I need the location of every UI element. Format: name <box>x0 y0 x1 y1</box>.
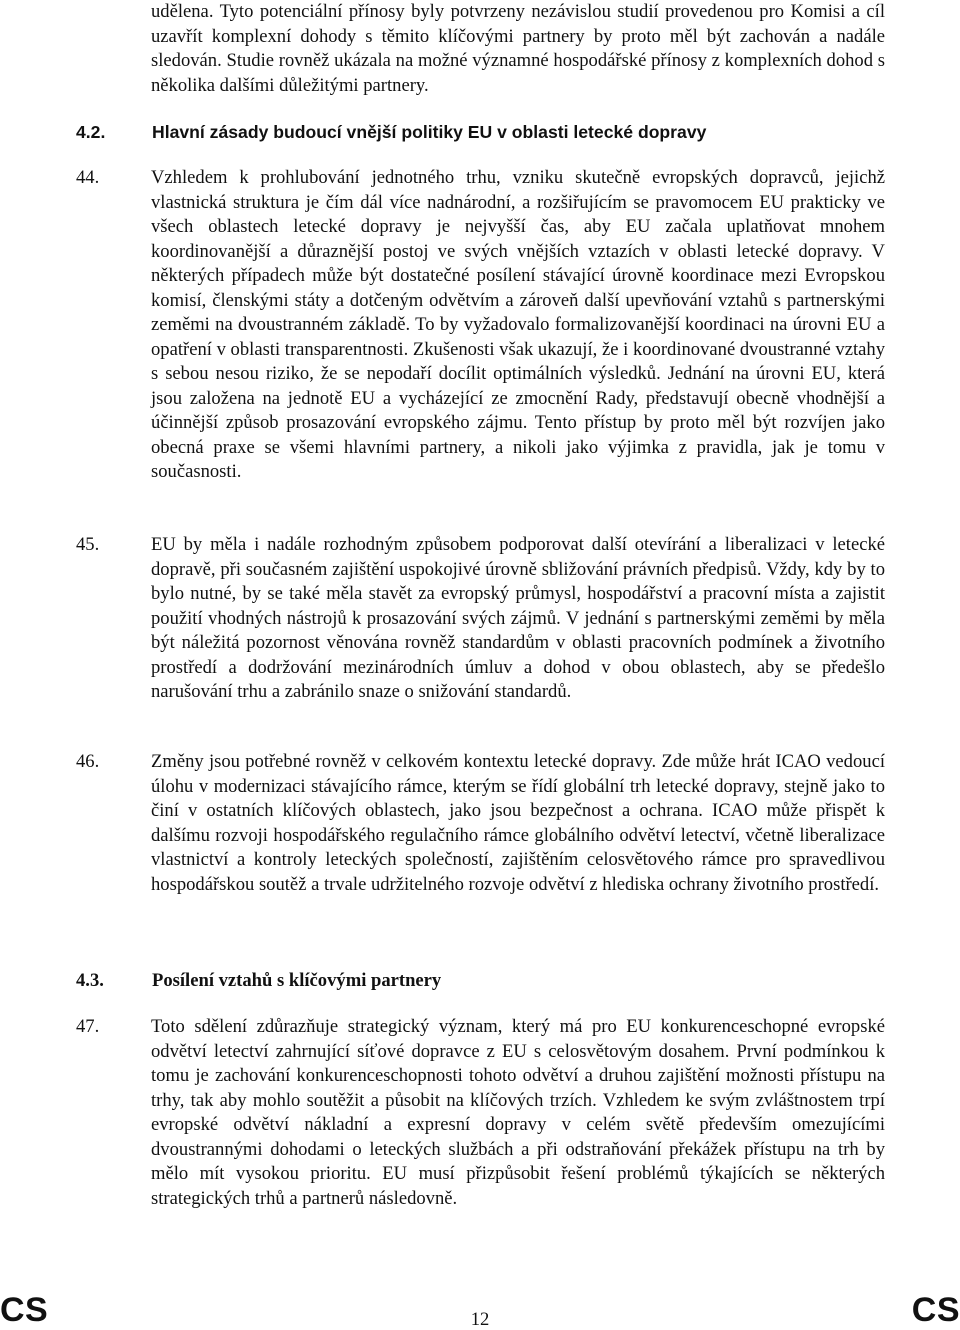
paragraph-text: Změny jsou potřebné rovněž v celkovém kontextu letecké dopravy. Zde může hrát ICAO vedoucí úlohu v modernizaci stávajícího rámce, kterým se řídí globální trh letecké dopravy, stejně jako to činí v ostatních klíčových oblastech, jako jsou bezpečnost a ochrana. ICAO může přispět k dalšímu rozvoji hospodářského regulačního rámce globálního odvětví letectví, včetně liberalizace vlastnictví a kontroly leteckých společností, zajištěním celosvětového rámce pro spravedlivou hospodářskou soutěž a trvale udržitelného rozvoje odvětví z hlediska ochrany životního prostředí. <box>151 751 885 895</box>
section-number: 4.2. <box>76 122 106 142</box>
paragraph-45 <box>76 533 885 705</box>
paragraph-44 <box>76 166 885 485</box>
paragraph-text: Toto sdělení zdůrazňuje strategický význam, který má pro EU konkurenceschopné evropské odvětví letectví zahrnující síťové dopravce z EU s celosvětovým dosahem. První podmínkou k tomu je zachování konkurenceschopnosti tohoto odvětví a druhou zajištění možnosti přístupu na trhy, tak aby mohlo soutěžit a působit na klíčových trzích. Vzhledem ke svým zvláštnostem trpí evropské odvětví nákladní a expresní dopravy v celém světě především omezujícími dvoustrannými dohodami o leteckých službách a při odstraňování překážek přístupu na trh by mělo mít vysokou prioritu. EU musí přizpůsobit řešení problémů týkajících se některých strategických trhů a partnerů následovně. <box>151 1016 885 1209</box>
footer-language-code-right: CS <box>911 1291 960 1329</box>
intro-paragraph: udělena. Tyto potenciální přínosy byly potvrzeny nezávislou studií provedenou pro Komisi a cíl uzavřít komplexní dohody s těmito klíčovými partnery by proto měl být zachován a nadále sledován. Studie rovněž ukázala na možné významné hospodářské přínosy z komplexních dohod s několika dalšími důležitými partnery. <box>151 1 885 96</box>
paragraph-number: 45. <box>76 534 100 555</box>
section-heading-4-3 <box>76 969 441 993</box>
paragraph-number: 47. <box>76 1016 100 1037</box>
section-title: Hlavní zásady budoucí vnější politiky EU v oblasti letecké dopravy <box>152 122 707 142</box>
footer-language-code-left: CS <box>0 1291 49 1329</box>
paragraph-number: 44. <box>76 167 100 188</box>
section-number: 4.3. <box>76 970 104 991</box>
section-heading-4-2 <box>76 120 706 144</box>
paragraph-47 <box>76 1015 885 1211</box>
paragraph-text: Vzhledem k prohlubování jednotného trhu, vzniku skutečně evropských dopravců, jejichž vlastnická struktura je čím dál více nadnárodní, a rozšiřujícím se pravomocem EU prakticky ve všech oblastech letecké dopravy je nejvyšší čas, aby EU začala uplatňovat mnohem koordinovanější a důraznější postoj ve svých vnějších vztazích v oblasti letecké dopravy. V některých případech může být dostatečné posílení stávající úrovně koordinace mezi Evropskou komisí, členskými státy a dotčeným odvětvím a zároveň další upevňování vztahů s partnerskými zeměmi na dvoustranném základě. To by vyžadovalo formalizovanější koordinaci na úrovni EU a opatření v oblasti transparentnosti. Zkušenosti však ukazují, že i koordinované dvoustranné vztahy s sebou nesou riziko, že se nepodaří docílit optimálních výsledků. Jednání na úrovni EU, která jsou založena na jednotě EU a vycházející ze zmocnění Rady, představují obecně vhodnější a účinnější způsob prosazování evropského zájmu. Tento přístup by proto měl být rozvíjen jako obecná praxe se všemi hlavními partnery, a nikoli jako výjimka z pravidla, jak je tomu v současnosti. <box>151 167 885 482</box>
paragraph-46 <box>76 750 885 897</box>
section-title: Posílení vztahů s klíčovými partnery <box>152 970 442 991</box>
page-number: 12 <box>470 1309 490 1330</box>
paragraph-number: 46. <box>76 751 100 772</box>
paragraph-text: EU by měla i nadále rozhodným způsobem podporovat další otevírání a liberalizaci v letecké dopravě, při současném zajištění uspokojivé úrovně sbližování právních předpisů. Vždy, kdy by to bylo nutné, by se také měla stavět za evropský průmysl, hospodářství a pracovní místa a zajistit použití vhodných nástrojů k prosazování svých zájmů. V jednání s partnerskými zeměmi by měla být náležitá pozornost věnována rovněž standardům v oblasti pracovních podmínek a životního prostředí a dodržování mezinárodních úmluv a dohod v obou oblastech, aby se předešlo narušování trhu a zabránilo snaze o snižování standardů. <box>151 534 885 702</box>
